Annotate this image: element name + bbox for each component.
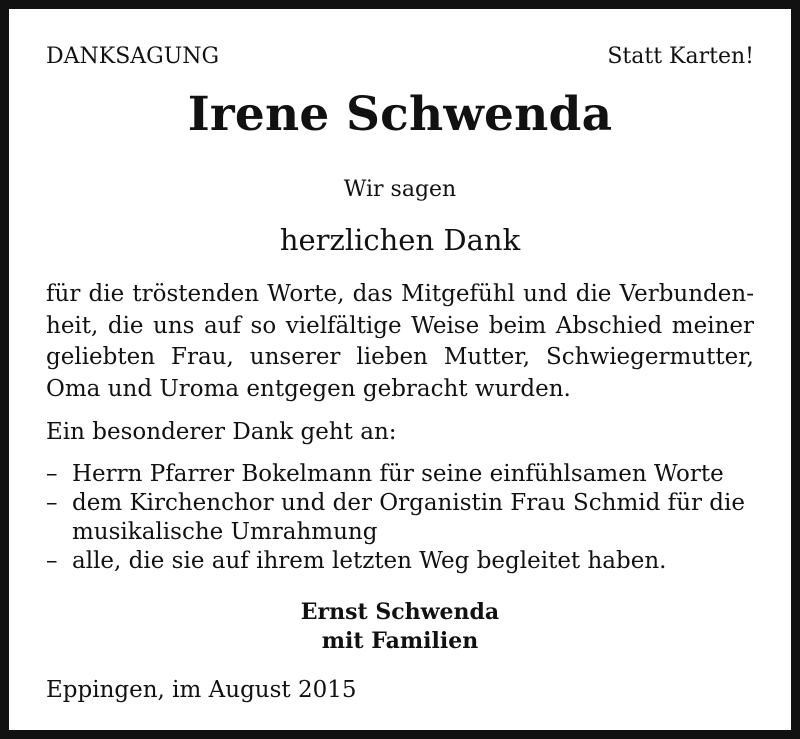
thanks-paragraph: für die tröstenden Worte, das Mitgefühl und die Verbundenheit, die uns auf so vielfältige Weise beim Abschied meiner geliebten Frau, unserer lieben Mutter, Schwiegermutter, Oma und Uroma entgegen gebracht wurden. [46, 281, 754, 402]
signature-block [9, 598, 791, 656]
list-item-text: Herrn Pfarrer Bokelmann für seine einfühlsamen Worte [72, 461, 724, 487]
list-item-text: dem Kirchenchor und der Organistin Frau Schmid für die musikalische Umrahmung [72, 490, 745, 545]
intro-line: Wir sagen [343, 177, 457, 202]
list-item-text: alle, die sie auf ihrem letzten Weg begleitet haben. [72, 548, 667, 574]
place-and-date: Eppingen, im August 2015 [46, 677, 357, 703]
signature-family: mit Familien [321, 628, 479, 654]
dash-bullet: – [46, 490, 58, 516]
dash-bullet: – [46, 461, 58, 487]
thanks-headline: herzlichen Dank [279, 223, 521, 257]
deceased-name: Irene Schwenda [187, 87, 613, 142]
statt-karten-label: Statt Karten! [607, 44, 754, 69]
list-item [46, 460, 766, 489]
list-item [46, 489, 766, 547]
special-thanks-intro: Ein besonderer Dank geht an: [46, 419, 397, 445]
list-item [46, 547, 766, 576]
notice-type-label: DANKSAGUNG [46, 44, 220, 69]
dash-bullet: – [46, 548, 58, 574]
special-thanks-list [46, 460, 766, 576]
signature-name: Ernst Schwenda [300, 599, 500, 625]
